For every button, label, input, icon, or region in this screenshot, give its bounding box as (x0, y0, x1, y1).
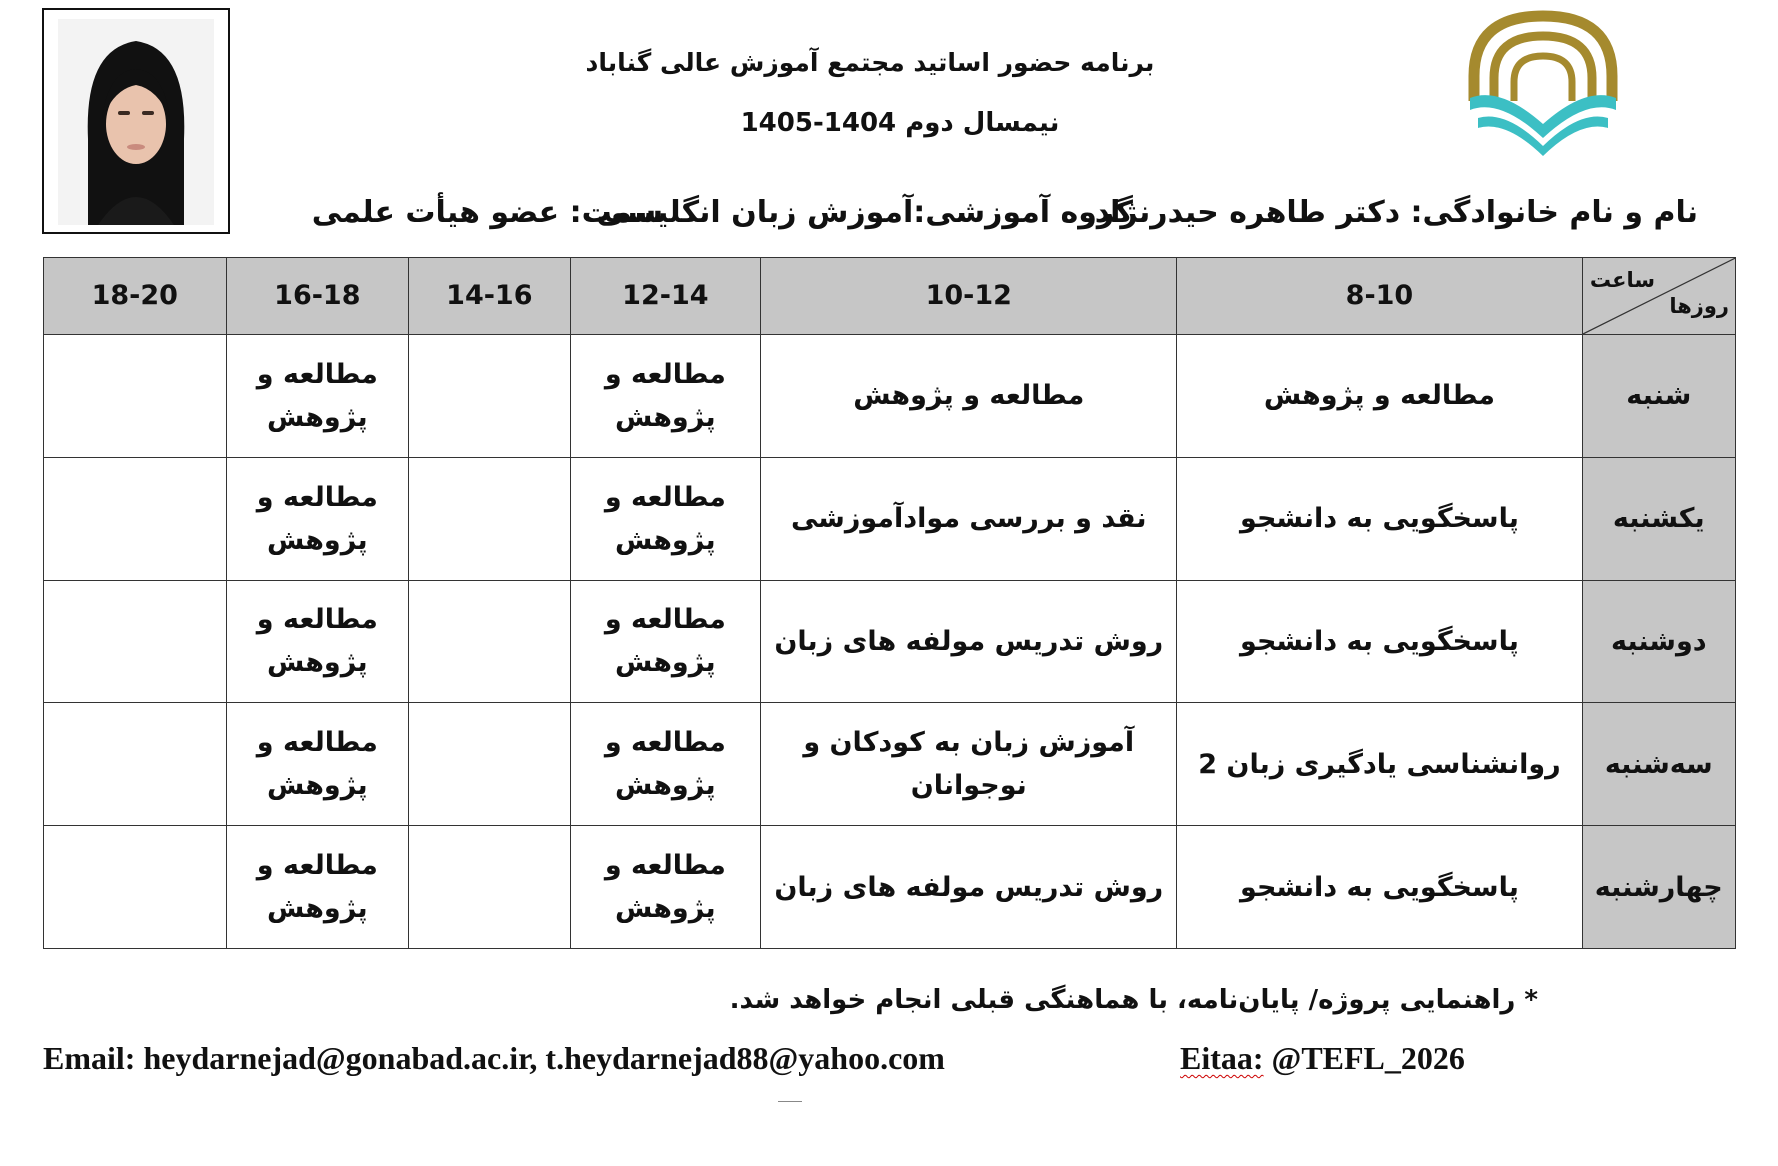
day-cell: چهارشنبه (1582, 826, 1735, 949)
academic-position: سمت: عضو هیأت علمی (311, 195, 663, 230)
day-cell: یکشنبه (1582, 457, 1735, 580)
schedule-cell (44, 457, 227, 580)
semester-label: نیمسال دوم 1404-1405 (740, 108, 1060, 138)
slot-header: 12-14 (570, 258, 761, 335)
eitaa-label: Eitaa: (1180, 1040, 1264, 1076)
schedule-cell (44, 703, 227, 826)
day-cell: دوشنبه (1582, 580, 1735, 703)
schedule-cell: مطالعه و پژوهش (226, 826, 409, 949)
schedule-cell (409, 335, 570, 458)
schedule-cell: پاسخگویی به دانشجو (1177, 826, 1582, 949)
corner-time-label: ساعت (1589, 268, 1655, 292)
schedule-cell: مطالعه و پژوهش (761, 335, 1177, 458)
schedule-cell: نقد و بررسی موادآموزشی (761, 457, 1177, 580)
page-title: برنامه حضور اساتید مجتمع آموزش عالی گناباد (585, 48, 1155, 77)
schedule-cell: آموزش زبان به کودکان و نوجوانان (761, 703, 1177, 826)
schedule-cell: پاسخگویی به دانشجو (1177, 580, 1582, 703)
table-row (44, 703, 1736, 826)
schedule-cell (409, 703, 570, 826)
schedule-cell (409, 826, 570, 949)
schedule-cell (409, 457, 570, 580)
schedule-cell: مطالعه و پژوهش (570, 457, 761, 580)
university-logo (1460, 6, 1626, 156)
schedule-cell: مطالعه و پژوهش (226, 580, 409, 703)
table-row (44, 457, 1736, 580)
schedule-cell: مطالعه و پژوهش (1177, 335, 1582, 458)
page-mark (778, 1101, 802, 1102)
schedule-cell (44, 826, 227, 949)
footnote: * راهنمایی پروژه/ پایان‌نامه، با هماهنگی قبلی انجام خواهد شد. (729, 985, 1538, 1015)
schedule-cell: مطالعه و پژوهش (570, 335, 761, 458)
table-header-row (44, 258, 1736, 335)
slot-header: 10-12 (761, 258, 1177, 335)
slot-header: 14-16 (409, 258, 570, 335)
schedule-cell (44, 580, 227, 703)
schedule-cell (44, 335, 227, 458)
schedule-cell (409, 580, 570, 703)
schedule-cell: مطالعه و پژوهش (226, 335, 409, 458)
profile-photo (58, 19, 214, 225)
slot-header: 18-20 (44, 258, 227, 335)
profile-photo-frame (42, 8, 230, 234)
schedule-cell: روش تدریس مولفه های زبان (761, 826, 1177, 949)
schedule-cell: روش تدریس مولفه های زبان (761, 580, 1177, 703)
department-group: گروه آموزشی:آموزش زبان انگلیسی (596, 195, 1133, 230)
day-cell: شنبه (1582, 335, 1735, 458)
table-row (44, 335, 1736, 458)
schedule-cell: مطالعه و پژوهش (570, 826, 761, 949)
table-row (44, 580, 1736, 703)
eitaa-contact (1180, 1040, 1465, 1077)
day-cell: سه‌شنبه (1582, 703, 1735, 826)
schedule-cell: مطالعه و پژوهش (226, 703, 409, 826)
table-row (44, 826, 1736, 949)
slot-header: 16-18 (226, 258, 409, 335)
schedule-cell: مطالعه و پژوهش (226, 457, 409, 580)
corner-days-label: روزها (1669, 294, 1729, 319)
schedule-cell: مطالعه و پژوهش (570, 580, 761, 703)
schedule-cell: روانشناسی یادگیری زبان 2 (1177, 703, 1582, 826)
slot-header: 8-10 (1177, 258, 1582, 335)
schedule-cell: پاسخگویی به دانشجو (1177, 457, 1582, 580)
instructor-name: نام و نام خانوادگی: دکتر طاهره حیدرنژاد (1094, 195, 1698, 230)
eitaa-handle: @TEFL_2026 (1271, 1040, 1465, 1076)
schedule-cell: مطالعه و پژوهش (570, 703, 761, 826)
email-contact: Email: heydarnejad@gonabad.ac.ir, t.heydarnejad88@yahoo.com (43, 1040, 945, 1076)
office-hours-table (43, 257, 1736, 949)
corner-header-cell (1582, 258, 1735, 335)
